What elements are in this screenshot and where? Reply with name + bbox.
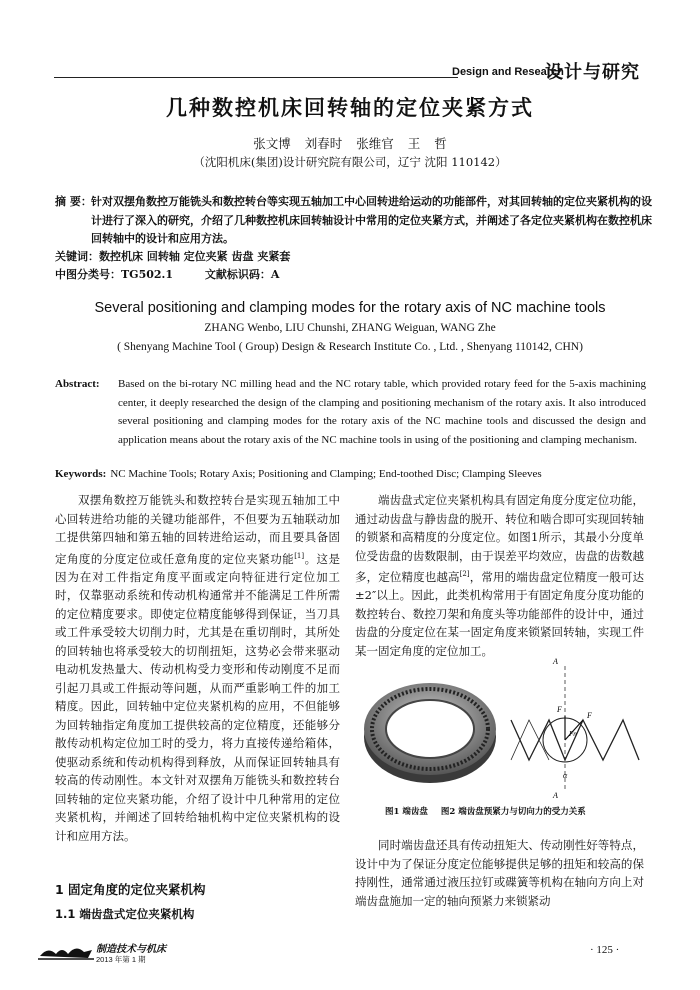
disc-bore [386, 700, 474, 758]
abstract-cn [55, 193, 655, 249]
page-number: · 125 · [590, 944, 620, 956]
section-heading-1-1: 1.1 端齿盘式定位夹紧机构 [55, 907, 195, 921]
affiliation-cn: （沈阳机床(集团)设计研究院有限公司，辽宁 沈阳 110142） [193, 155, 507, 169]
body-right-column [355, 491, 644, 660]
magazine-logo-icon [38, 942, 94, 962]
figure-1-caption: 图1 端齿盘 [385, 807, 428, 817]
abstract-text-en: Based on the bi-rotary NC milling head and the NC rotary table, which provided rotary feed for the 5-axis machining center, it deeply researched the design of the clamping and positioning mechanism of the rotary axis. It also introduced several positioning and clamping modes for the rotary axis of the NC machine tools and discussed the design and application means about the rotary axis of the NC machine tools in using of the positioning and clamping mechanism. [118, 378, 646, 446]
keywords-en [55, 468, 655, 480]
abstract-label-cn: 摘 要： [55, 195, 92, 208]
keywords-text-en: NC Machine Tools; Rotary Axis; Positioning and Clamping; End-toothed Disc; Clamping Sleeves [110, 468, 542, 480]
label-f1: F [557, 705, 562, 714]
section-title: 设计与研究 [545, 62, 640, 83]
intro-paragraph: 双摆角数控万能铣头和数控转台是实现五轴加工中心回转进给功能的关键功能部件，不但要为五轴联动加工提供第四轴和第五轴的回转进给运动，而且要具备固定角度的分度定位或任意角度的定位夹紧功能[1]。这是因为在对工件指定角度平面或定向特征进行定位加工时，仅靠驱动系统和传动机构通常并不能满足工件所需的定位精度要求。即使定位精度能够得到保证，当刀具或工件承受较大切削力时，尤其是在重切削时，其所处的回转轴也将承受较大的切削扭矩，这势必会带来驱动电动机发热量大、传动机构受力变形和传动刚度不足而引起刀具或工件振动等问题，从而严重影响工件的加工精度。因此，回转轴中定位夹紧机构的应用，不但能够为回转轴指定角度加工提供较高的定位精度，还能够分散传动机构定位加工时的受力，将力直接传递给箱体，使驱动系统和传动机构得到释放，从而保证回转轴具有较高的传动刚性。本文针对双摆角万能铣头和数控转台回转轴的定位夹紧功能，介绍了设计中几种常用的定位夹紧机构，并阐述了回转给轴机构中定位夹紧机构的设计和应用方法。 [55, 493, 341, 843]
abstract-en [55, 375, 646, 449]
footer-magazine-name: 制造技术与机床 [96, 944, 166, 955]
keywords-cn: 关键词：数控机床 回转轴 定位夹紧 齿盘 夹紧套 [55, 250, 291, 263]
class-number: 中图分类号：TG502.1 [55, 268, 174, 281]
label-fn: Fn [569, 730, 577, 738]
doc-code: 文献标识码：A [204, 268, 280, 281]
citation-ref: [2] [459, 570, 470, 578]
label-f2: F [587, 711, 592, 720]
authors-cn: 张文博 刘春时 张维官 王 哲 [253, 136, 447, 151]
label-a-bottom: A [553, 791, 558, 800]
label-alpha: α [563, 771, 568, 780]
figure-captions [385, 805, 645, 817]
footer-issue: 2013 年第 1 期 [96, 955, 146, 964]
affiliation-en: ( Shenyang Machine Tool ( Group) Design & Research Institute Co. , Ltd. , Shenyang 110142, CHN) [117, 341, 583, 353]
section-heading-1: 1 固定角度的定位夹紧机构 [55, 882, 206, 897]
body-right-column-continued [355, 836, 644, 910]
paper-title-cn: 几种数控机床回转轴的定位夹紧方式 [166, 96, 534, 120]
header-rule [54, 77, 458, 78]
figure-2-force-diagram [505, 650, 645, 800]
tooth-profile-upper [511, 720, 639, 760]
figure-2-caption: 图2 端齿盘预紧力与切向力的受力关系 [440, 807, 586, 817]
abstract-text-cn: 针对双摆角数控万能铣头和数控转台等实现五轴加工中心回转进给运动的功能部件，对其回转轴的定位夹紧机构的设计进行了深入的研究，介绍了几种数控机床回转轴设计中常用的定位夹紧方式，并阐述了各定位夹紧机构在数控机床回转轴中的设计和应用方法。 [91, 195, 652, 245]
figure-1-end-toothed-disc [360, 655, 500, 795]
classification-cn [55, 266, 307, 282]
torque-paragraph: 同时端齿盘还具有传动扭矩大、传动刚性好等特点，设计中为了保证分度定位能够提供足够的扭矩和较高的保持刚性，通常通过液压拉钉或碟簧等机构在轴向方向上对端齿盘施加一定的轴向预紧力来锁紧动 [355, 838, 644, 908]
end-tooth-paragraph: 端齿盘式定位夹紧机构具有固定角度分度定位功能，通过动齿盘与静齿盘的脱开、转位和啮合即可实现回转轴的锁紧和高精度的分度定位。如图1所示，其最小分度单位受齿盘的齿数限制，由于误差平均效应，齿盘的齿数越多，定位精度也越高[2]，常用的端齿盘定位精度一般可达±2″以上。因此，此类机构常用于有固定角度分度功能的数控转台、数控刀架和角度头等功能部件的设计中，通过齿盘的分度定位在某一固定角度来锁紧回转轴，实现工件某一固定角度的定位加工。 [355, 493, 645, 658]
abstract-label-en: Abstract: [55, 378, 100, 390]
journal-name: Design and Research [452, 66, 564, 78]
citation-ref: [1] [294, 551, 305, 560]
authors-en: ZHANG Wenbo, LIU Chunshi, ZHANG Weiguan, WANG Zhe [204, 322, 496, 334]
keywords-label-en: Keywords: [55, 468, 107, 480]
paper-title-en: Several positioning and clamping modes for the rotary axis of NC machine tools [94, 300, 606, 316]
label-a-top: A [553, 657, 558, 666]
body-left-column [55, 491, 340, 845]
